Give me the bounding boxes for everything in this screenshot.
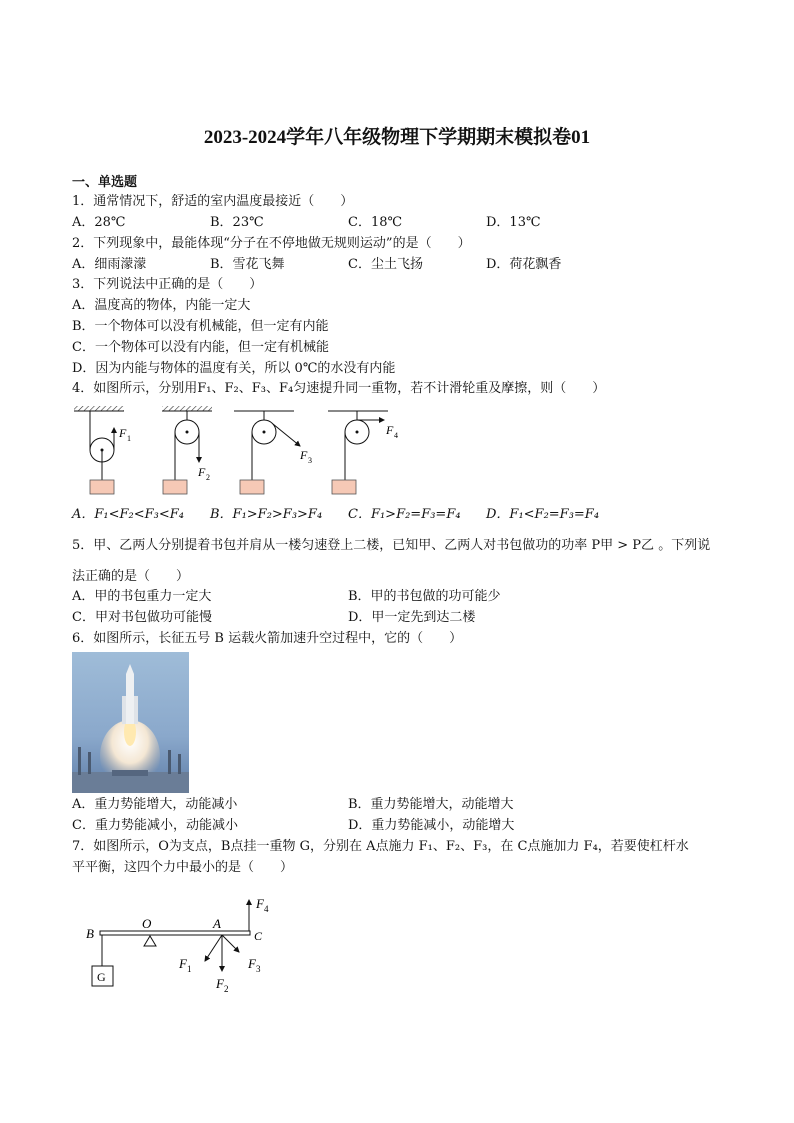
- question-7-stem-line-2: 平平衡，这四个力中最小的是（ ）: [72, 860, 294, 875]
- label-f1-sub: 1: [187, 964, 192, 974]
- pulley-setup-3: [234, 411, 312, 494]
- q6-option-d: D．重力势能减小，动能增大: [348, 818, 515, 833]
- q6-option-b: B．重力势能增大，动能增大: [348, 797, 514, 812]
- q2-option-c: C．尘土飞扬: [348, 257, 423, 272]
- q4-option-b: B．F₁>F₂>F₃>F₄: [210, 507, 323, 522]
- page-title: 2023-2024学年八年级物理下学期期末模拟卷01: [203, 127, 591, 148]
- question-3-stem: 3．下列说法中正确的是（ ）: [72, 277, 263, 292]
- label-f3-sub: 3: [308, 456, 312, 465]
- label-f4: F: [256, 896, 264, 911]
- q4-option-c: C．F₁>F₂=F₃=F₄: [348, 507, 461, 522]
- question-1-stem: 1．通常情况下，舒适的室内温度最接近（ ）: [72, 194, 354, 209]
- q3-option-c: C．一个物体可以没有内能，但一定有机械能: [72, 340, 329, 355]
- label-f1: F: [119, 426, 127, 440]
- lever-figure: [76, 888, 286, 1000]
- label-f3-sub: 3: [256, 964, 261, 974]
- rocket-launch-photo: [72, 652, 189, 793]
- weight-block: [332, 480, 356, 494]
- label-b: B: [86, 926, 94, 941]
- question-7-stem-line-1: 7．如图所示，O为支点，B点挂一重物 G，分别在 A点施力 F₁、F₂、F₃，在 C点施加力 F₄，若要使杠杆水: [72, 839, 689, 854]
- label-a: A: [213, 916, 221, 931]
- section-heading: 一、单选题: [72, 175, 138, 190]
- q5-option-a: A．甲的书包重力一定大: [72, 589, 212, 604]
- q6-option-c: C．重力势能减小，动能减小: [72, 818, 238, 833]
- question-5-stem-line-1: 5．甲、乙两人分别提着书包并肩从一楼匀速登上二楼，已知甲、乙两人对书包做功的功率 P甲 > P乙 。下列说: [72, 538, 711, 553]
- q2-option-d: D．荷花飘香: [486, 257, 562, 272]
- q2-option-a: A．细雨濛濛: [72, 257, 147, 272]
- weight-block: [90, 480, 114, 494]
- question-6-stem: 6．如图所示，长征五号 B 运载火箭加速升空过程中，它的（ ）: [72, 631, 463, 646]
- label-c: C: [254, 929, 263, 943]
- label-f4: F: [386, 423, 394, 437]
- pulley-figure: [66, 400, 426, 500]
- q5-option-d: D．甲一定先到达二楼: [348, 610, 476, 625]
- label-g: G: [97, 970, 106, 984]
- pulley-setup-1: [74, 406, 131, 494]
- weight-block: [163, 480, 187, 494]
- label-f1: F: [179, 956, 187, 971]
- q3-option-a: A．温度高的物体，内能一定大: [72, 298, 251, 313]
- pulley-setup-4: [328, 411, 398, 494]
- q5-option-c: C．甲对书包做功可能慢: [72, 610, 212, 625]
- label-f4-sub: 4: [394, 431, 398, 440]
- pulley-setup-2: [162, 406, 212, 494]
- label-o: O: [142, 916, 152, 931]
- label-f1-sub: 1: [127, 434, 131, 443]
- label-f4-sub: 4: [264, 904, 269, 914]
- question-4-stem: 4．如图所示，分别用F₁、F₂、F₃、F₄匀速提升同一重物，若不计滑轮重及摩擦，则（ ）: [72, 381, 606, 396]
- question-5-stem-line-2: 法正确的是（ ）: [72, 569, 190, 584]
- label-f3: F: [248, 956, 256, 971]
- label-f3: F: [300, 448, 308, 462]
- q6-option-a: A．重力势能增大，动能减小: [72, 797, 238, 812]
- label-f2-sub: 2: [224, 984, 229, 994]
- q3-option-b: B．一个物体可以没有机械能，但一定有内能: [72, 319, 329, 334]
- fulcrum: [144, 936, 156, 946]
- q4-option-a: A．F₁<F₂<F₃<F₄: [72, 507, 184, 522]
- q1-option-c: C．18℃: [348, 215, 403, 230]
- q1-option-a: A．28℃: [72, 215, 126, 230]
- q4-option-d: D．F₁<F₂=F₃=F₄: [486, 507, 600, 522]
- lever-bar: [100, 931, 250, 935]
- q1-option-b: B．23℃: [210, 215, 264, 230]
- weight-block: [240, 480, 264, 494]
- label-f2: F: [198, 465, 206, 479]
- q5-option-b: B．甲的书包做的功可能少: [348, 589, 501, 604]
- question-2-stem: 2．下列现象中，最能体现“分子在不停地做无规则运动”的是（ ）: [72, 236, 471, 251]
- q2-option-b: B．雪花飞舞: [210, 257, 285, 272]
- q3-option-d: D．因为内能与物体的温度有关，所以 0℃的水没有内能: [72, 361, 396, 376]
- label-f2: F: [216, 976, 224, 991]
- label-f2-sub: 2: [206, 473, 210, 482]
- q1-option-d: D．13℃: [486, 215, 541, 230]
